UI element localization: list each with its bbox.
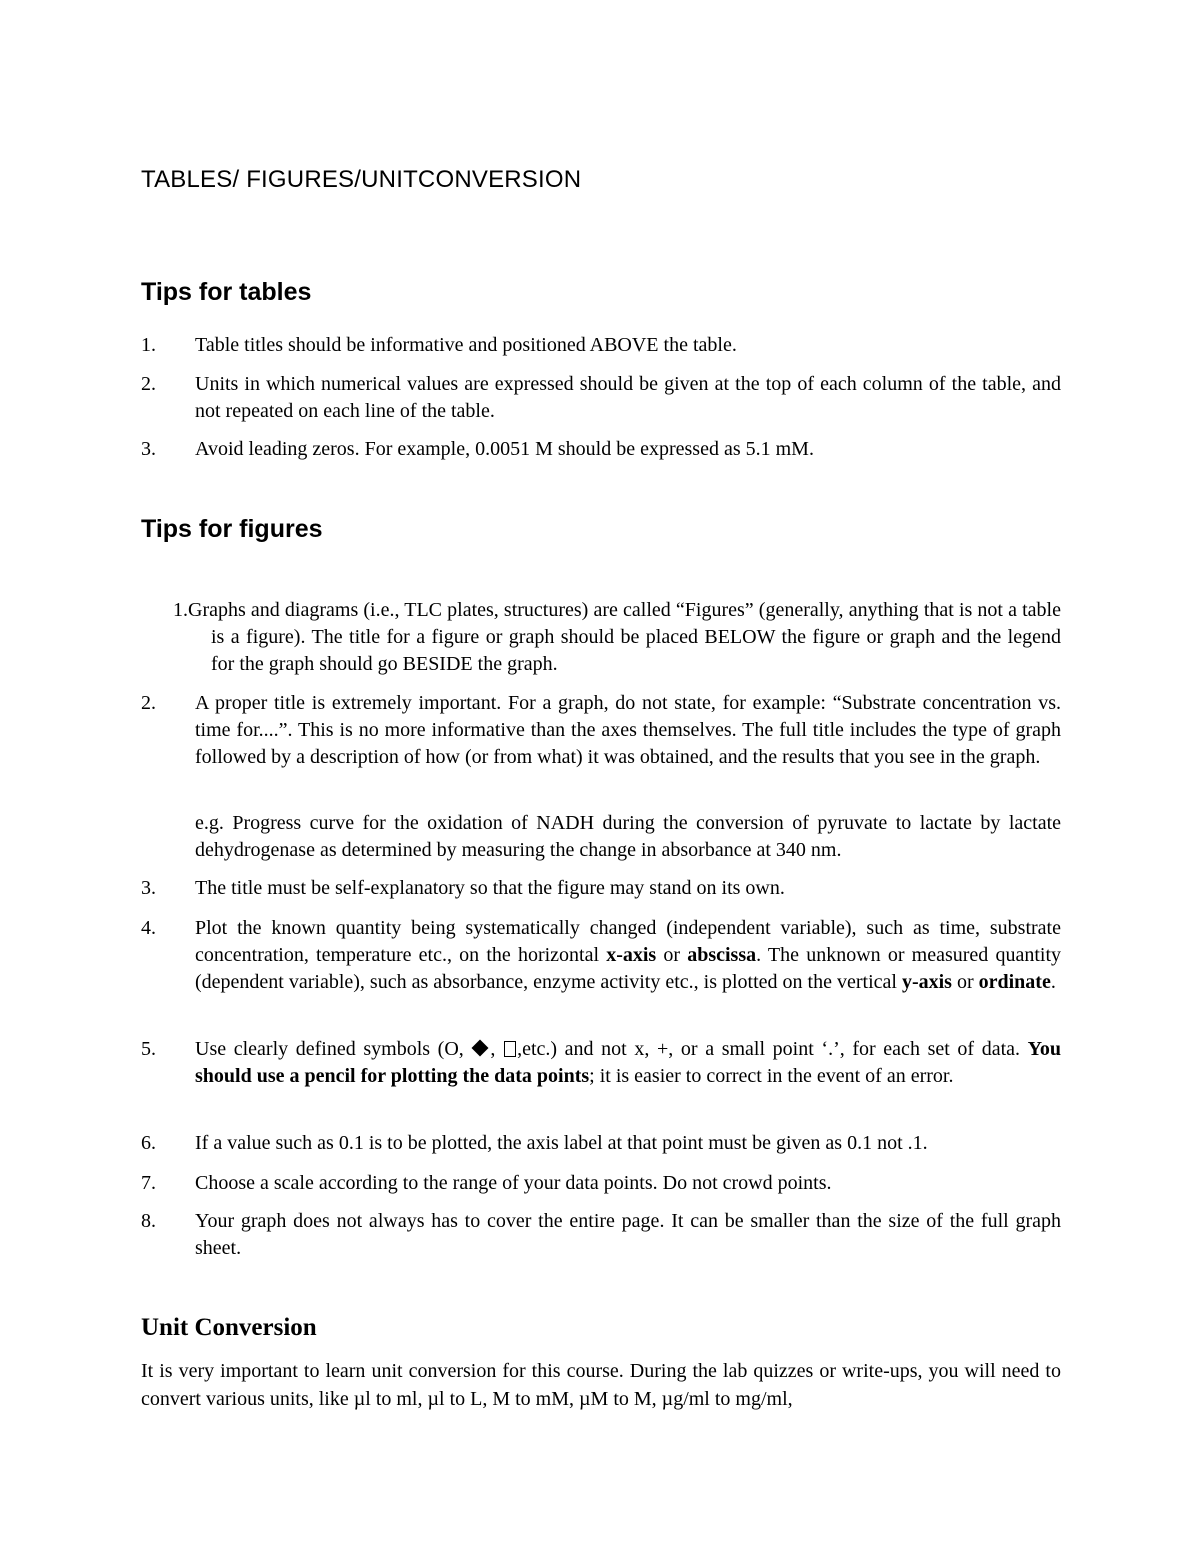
document-title: TABLES/ FIGURES/UNITCONVERSION: [141, 166, 582, 193]
unit-conversion-paragraph: It is very important to learn unit conversion for this course. During the lab quizzes or write-ups, you will need to convert various units, like µl to ml, µl to L, M to mM, µM to M, µg/ml to mg/ml,: [141, 1360, 1061, 1410]
text-run: or: [656, 944, 688, 966]
figures-tip-2-example: [141, 810, 1061, 864]
figures-section-heading: Tips for figures: [141, 515, 323, 543]
list-item-text: If a value such as 0.1 is to be plotted, the axis label at that point must be given as 0.1 not .1.: [195, 1132, 928, 1154]
list-number: 5.: [141, 1038, 156, 1060]
tables-tip-2: [141, 371, 1061, 425]
figures-tip-3: [141, 875, 1061, 902]
empty-box-icon: [504, 1041, 516, 1057]
figures-tip-4: [141, 915, 1061, 996]
tables-section-heading: Tips for tables: [141, 278, 312, 306]
text-run: Plot the known quantity being systematically changed (independent variable), such as time, substrate concentration, temperature etc., on the horizontal: [195, 917, 1061, 966]
list-number: 1.: [141, 334, 156, 356]
text-run: ,etc.) and not x, +, or a small point ‘.’, for each set of data.: [517, 1038, 1028, 1060]
list-number: 2.: [141, 373, 156, 395]
list-item-text: [195, 1036, 1061, 1090]
list-number: 3.: [141, 438, 156, 460]
list-number: 3.: [141, 877, 156, 899]
bold-y-axis: y-axis: [901, 971, 952, 993]
tables-tip-1: [141, 332, 1061, 359]
list-item-text: Your graph does not always has to cover the entire page. It can be smaller than the size of the full graph sheet.: [195, 1210, 1061, 1259]
list-number: 6.: [141, 1132, 156, 1154]
text-run: or: [951, 971, 979, 993]
figures-tip-8: [141, 1208, 1061, 1262]
list-item-text: [173, 597, 1061, 678]
text-run: Use clearly defined symbols (O,: [195, 1038, 472, 1060]
figures-tip-6: [141, 1130, 1061, 1157]
figures-tip-5: [141, 1036, 1061, 1090]
list-item-text: Units in which numerical values are expressed should be given at the top of each column of the table, and not repeated on each line of the table.: [195, 373, 1061, 422]
filled-diamond-icon: [472, 1040, 489, 1057]
list-item-text: A proper title is extremely important. For a graph, do not state, for example: “Substrate concentration vs. time for....”. This is no more informative than the axes themselves. The full title includes the type of graph followed by a description of how (or from what) it was obtained, and the results that you see in the graph.: [195, 692, 1061, 768]
list-number: 4.: [141, 917, 156, 939]
list-number: 2.: [141, 692, 156, 714]
figures-tip-2: [141, 690, 1061, 771]
figures-tip-7: [141, 1170, 1061, 1197]
example-title-text: e.g. Progress curve for the oxidation of NADH during the conversion of pyruvate to lactate by lactate dehydrogenase as determined by measuring the change in absorbance at 340 nm.: [195, 812, 1061, 861]
unit-section-heading: Unit Conversion: [141, 1314, 317, 1341]
list-item-text: [195, 915, 1061, 996]
text-run: ; it is easier to correct in the event of an error.: [589, 1065, 954, 1087]
bold-abscissa: abscissa: [687, 944, 757, 966]
list-item-text: Avoid leading zeros. For example, 0.0051 M should be expressed as 5.1 mM.: [195, 438, 814, 460]
list-number: 8.: [141, 1210, 156, 1232]
bold-pencil-note: You should use a pencil for plotting the data points: [195, 1038, 1062, 1087]
text-run: . The unknown or measured quantity (dependent variable), such as absorbance, enzyme activity etc., is plotted on the vertical: [195, 944, 1061, 993]
list-number: 1.: [173, 599, 188, 621]
bold-x-axis: x-axis: [606, 944, 657, 966]
tables-tip-3: [141, 436, 1061, 463]
list-item-body: Graphs and diagrams (i.e., TLC plates, structures) are called “Figures” (generally, anything that is not a table is a figure). The title for a figure or graph should be placed BELOW the figure or graph and the legend for the graph should go BESIDE the graph.: [188, 599, 1061, 675]
list-item-text: Choose a scale according to the range of your data points. Do not crowd points.: [195, 1172, 832, 1194]
text-run: ,: [490, 1038, 504, 1060]
text-run: .: [1050, 971, 1056, 993]
list-number: 7.: [141, 1172, 156, 1194]
figures-tip-1: [173, 597, 1061, 678]
bold-ordinate: ordinate: [978, 971, 1051, 993]
list-item-text: Table titles should be informative and positioned ABOVE the table.: [195, 334, 737, 356]
list-item-text: The title must be self-explanatory so that the figure may stand on its own.: [195, 877, 785, 899]
